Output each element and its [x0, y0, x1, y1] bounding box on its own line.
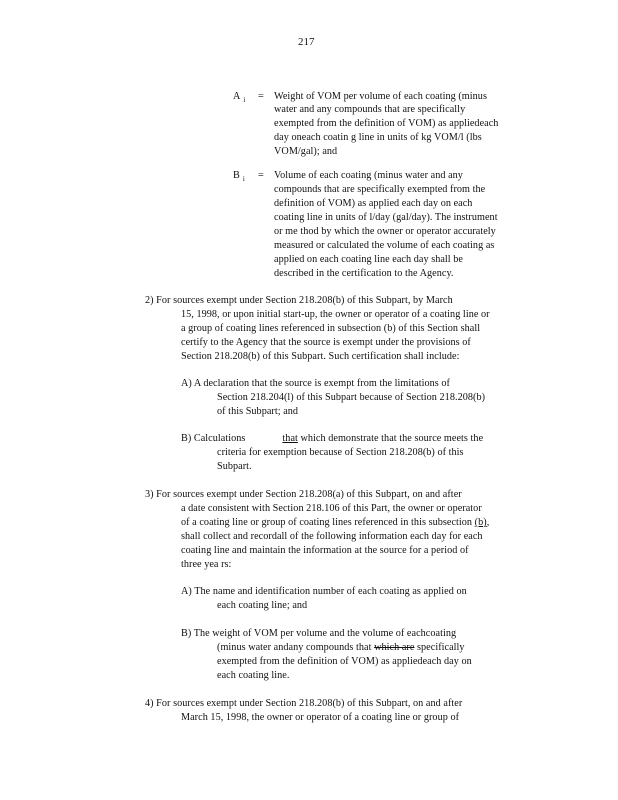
definition-b-letter: B [233, 170, 240, 181]
definition-a-symbol [233, 90, 245, 107]
definition-a-letter: A [233, 91, 241, 102]
subsection-2-line: 15, 1998, or upon initial start-up, the owner or operator of a coating line or [181, 309, 490, 320]
subsection-3a-line: A) The name and identification number of each coating as applied on [181, 586, 467, 597]
subsection-3-line: a date consistent with Section 218.106 of this Part, the owner or operator [181, 503, 482, 514]
subsection-3b-line: each coating line. [217, 670, 290, 681]
subsection-3b-text-end: specifically [414, 642, 465, 653]
subsection-2a-line: of this Subpart; and [217, 406, 299, 417]
subsection-3a-line: each coating line; and [217, 600, 308, 611]
subsection-2-line: a group of coating lines referenced in subsection (b) of this Section shall [181, 323, 481, 334]
definition-a-line: VOM/gal); and [274, 146, 338, 157]
subsection-3-line-end: , [486, 517, 490, 528]
subsection-3b-text: (minus water andany compounds that [217, 642, 375, 653]
subsection-2-line: Section 218.208(b) of this Subpart. Such certification shall include: [181, 351, 460, 362]
subsection-2-line: 2) For sources exempt under Section 218.208(b) of this Subpart, by March [145, 295, 453, 306]
subsection-3-line [181, 516, 489, 529]
subsection-2b-prefix: B) Calculations [181, 433, 246, 444]
definition-a-subscript: i [243, 96, 246, 105]
subsection-2b-line: criteria for exemption because of Section 218.208(b) of this [217, 447, 464, 458]
definition-b-line: measured or calculated the volume of each coating as [274, 240, 495, 251]
subsection-2b-first-line [181, 432, 483, 445]
subsection-2b-rest: which demonstrate that the source meets the [297, 433, 484, 444]
definition-a-equals: = [258, 91, 264, 102]
definition-b-subscript: i [242, 175, 245, 184]
subsection-4-line: March 15, 1998, the owner or operator of a coating line or group of [181, 712, 460, 723]
subsection-3b-line [217, 641, 465, 654]
definition-b-line: or me thod by which the owner or operator accurately [274, 226, 496, 237]
definition-b-line: definition of VOM) as applied each day on each [274, 198, 473, 209]
subsection-2a-line: A) A declaration that the source is exempt from the limitations of [181, 378, 450, 389]
subsection-3-line: three yea rs: [181, 559, 232, 570]
definition-a-line: water and any compounds that are specifically [274, 104, 466, 115]
inserted-text: that [282, 433, 298, 444]
definition-b-line: Volume of each coating (minus water and any [274, 170, 463, 181]
definition-b-line: described in the certification to the Agency. [274, 268, 454, 279]
definition-b-line: applied on each coating line each day shall be [274, 254, 463, 265]
subsection-3-line-text: of a coating line or group of coating lines referenced in this subsection [181, 517, 475, 528]
inserted-text: (b) [474, 517, 487, 528]
definition-b-line: coating line in units of l/day (gal/day). The instrument [274, 212, 498, 223]
deleted-text: which are [374, 642, 415, 653]
definition-a-line: Weight of VOM per volume of each coating (minus [274, 91, 487, 102]
subsection-3b-line: exempted from the definition of VOM) as appliedeach day on [217, 656, 472, 667]
definition-a-line: day oneach coatin g line in units of kg VOM/l (lbs [274, 132, 482, 143]
definition-b-line: compounds that are specifically exempted from the [274, 184, 486, 195]
subsection-3-line: shall collect and recordall of the following information each day for each [181, 531, 483, 542]
subsection-2-line: certify to the Agency that the source is exempt under the provisions of [181, 337, 471, 348]
page-number: 217 [298, 36, 315, 48]
definition-b-equals: = [258, 170, 264, 181]
subsection-3-line: 3) For sources exempt under Section 218.208(a) of this Subpart, on and after [145, 489, 462, 500]
definition-a-line: exempted from the definition of VOM) as appliedeach [274, 118, 499, 129]
subsection-4-line: 4) For sources exempt under Section 218.208(b) of this Subpart, on and after [145, 698, 463, 709]
definition-b-symbol [233, 169, 245, 186]
subsection-3-line: coating line and maintain the information at the source for a period of [181, 545, 469, 556]
subsection-3b-line: B) The weight of VOM per volume and the volume of eachcoating [181, 628, 457, 639]
subsection-2b-line: Subpart. [217, 461, 252, 472]
subsection-2a-line: Section 218.204(l) of this Subpart because of Section 218.208(b) [217, 392, 486, 403]
